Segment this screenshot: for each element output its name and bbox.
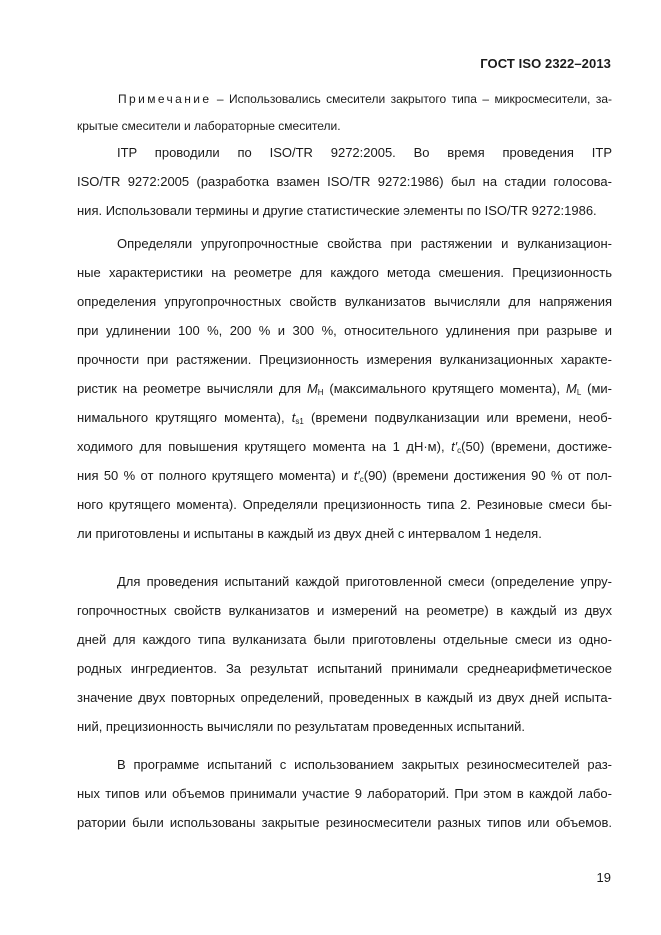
text-segment: (ми- bbox=[581, 381, 612, 396]
text-line: ли приготовлены и испытаны в каждый из двух дней с интервалом 1 неделя. bbox=[77, 526, 542, 541]
symbol-m-l: M bbox=[565, 381, 577, 396]
text-line: Для проведения испытаний каждой приготовленной смеси (определение упру- bbox=[117, 574, 612, 589]
symbol-t-s1: t bbox=[291, 410, 296, 425]
text-line bbox=[77, 461, 612, 490]
text-segment: (времени подвулканизации или времени, необ- bbox=[303, 410, 613, 425]
symbol-t-c: t′ bbox=[451, 439, 458, 454]
subscript-s1: s1 bbox=[295, 417, 304, 426]
text-segment: ристик на реометре вычисляли для bbox=[77, 381, 307, 396]
document-code-header: ГОСТ ISO 2322–2013 bbox=[480, 56, 611, 71]
page-number: 19 bbox=[596, 870, 611, 885]
subscript-c: c bbox=[457, 446, 462, 455]
note-text-1: – Использовались смесители закрытого типа – микросмесители, за- bbox=[211, 92, 612, 106]
note-line-1 bbox=[118, 86, 612, 113]
text-line: ратории были использованы закрытые резиносмесители разных типов или объемов. bbox=[77, 815, 612, 830]
note-label: Примечание bbox=[118, 92, 212, 106]
text-line bbox=[77, 374, 612, 403]
text-segment: нимального крутящяго момента), bbox=[77, 410, 292, 425]
subscript-h: H bbox=[317, 388, 324, 397]
text-line bbox=[77, 432, 612, 461]
text-line: при удлинении 100 %, 200 % и 300 %, относительного удлинения при разрыве и bbox=[77, 323, 612, 338]
text-line: ных типов или объемов принимали участие 9 лабораторий. При этом в каждой лабо- bbox=[77, 786, 612, 801]
text-segment: ходимого для повышения крутящего момента на 1 дН·м), bbox=[77, 439, 452, 454]
text-line: ные характеристики на реометре для каждого метода смешения. Прецизионность bbox=[77, 265, 612, 280]
subscript-l: L bbox=[576, 388, 582, 397]
paragraph-2 bbox=[77, 229, 612, 548]
subscript-c: c bbox=[359, 475, 364, 484]
paragraph-4 bbox=[77, 750, 612, 837]
text-segment: (90) (времени достижения 90 % от пол- bbox=[363, 468, 612, 483]
text-line: В программе испытаний с использованием закрытых резиносмесителей раз- bbox=[117, 757, 612, 772]
text-line: ний, прецизионность вычисляли по результатам проведенных испытаний. bbox=[77, 719, 525, 734]
text-line: ния. Использовали термины и другие статистические элементы по ISO/TR 9272:1986. bbox=[77, 203, 597, 218]
symbol-t-c: t′ bbox=[353, 468, 360, 483]
text-line: родных ингредиентов. За результат испытаний принимали среднеарифметическое bbox=[77, 661, 612, 676]
text-line: гопрочностных свойств вулканизатов и измерений на реометре) в каждый из двух bbox=[77, 603, 612, 618]
note-line-2: крытые смесители и лабораторные смесители. bbox=[77, 119, 341, 133]
text-segment: ния 50 % от полного крутящего момента) и bbox=[77, 468, 354, 483]
text-line: значение двух повторных определений, проведенных в каждый из двух дней испыта- bbox=[77, 690, 612, 705]
paragraph-1 bbox=[77, 138, 612, 225]
paragraph-3 bbox=[77, 567, 612, 741]
text-line: ITP проводили по ISO/TR 9272:2005. Во время проведения ITP bbox=[117, 145, 612, 160]
text-line: Определяли упругопрочностные свойства при растяжении и вулканизацион- bbox=[117, 236, 612, 251]
text-line bbox=[77, 403, 612, 432]
text-line: ного крутящего момента). Определяли прецизионность типа 2. Резиновые смеси бы- bbox=[77, 497, 612, 512]
text-segment: (максимального крутящего момента), bbox=[323, 381, 566, 396]
text-segment: (50) (времени, достиже- bbox=[461, 439, 613, 454]
text-line: определения упругопрочностных свойств вулканизатов вычисляли для напряжения bbox=[77, 294, 612, 309]
text-line: ISO/TR 9272:2005 (разработка взамен ISO/TR 9272:1986) был на стадии голосова- bbox=[77, 174, 612, 189]
text-line: прочности при растяжении. Прецизионность измерения вулканизационных характе- bbox=[77, 352, 612, 367]
symbol-m-h: M bbox=[306, 381, 318, 396]
note-block bbox=[77, 86, 612, 133]
text-line: дней для каждого типа вулканизата были приготовлены отдельные смеси из одно- bbox=[77, 632, 612, 647]
